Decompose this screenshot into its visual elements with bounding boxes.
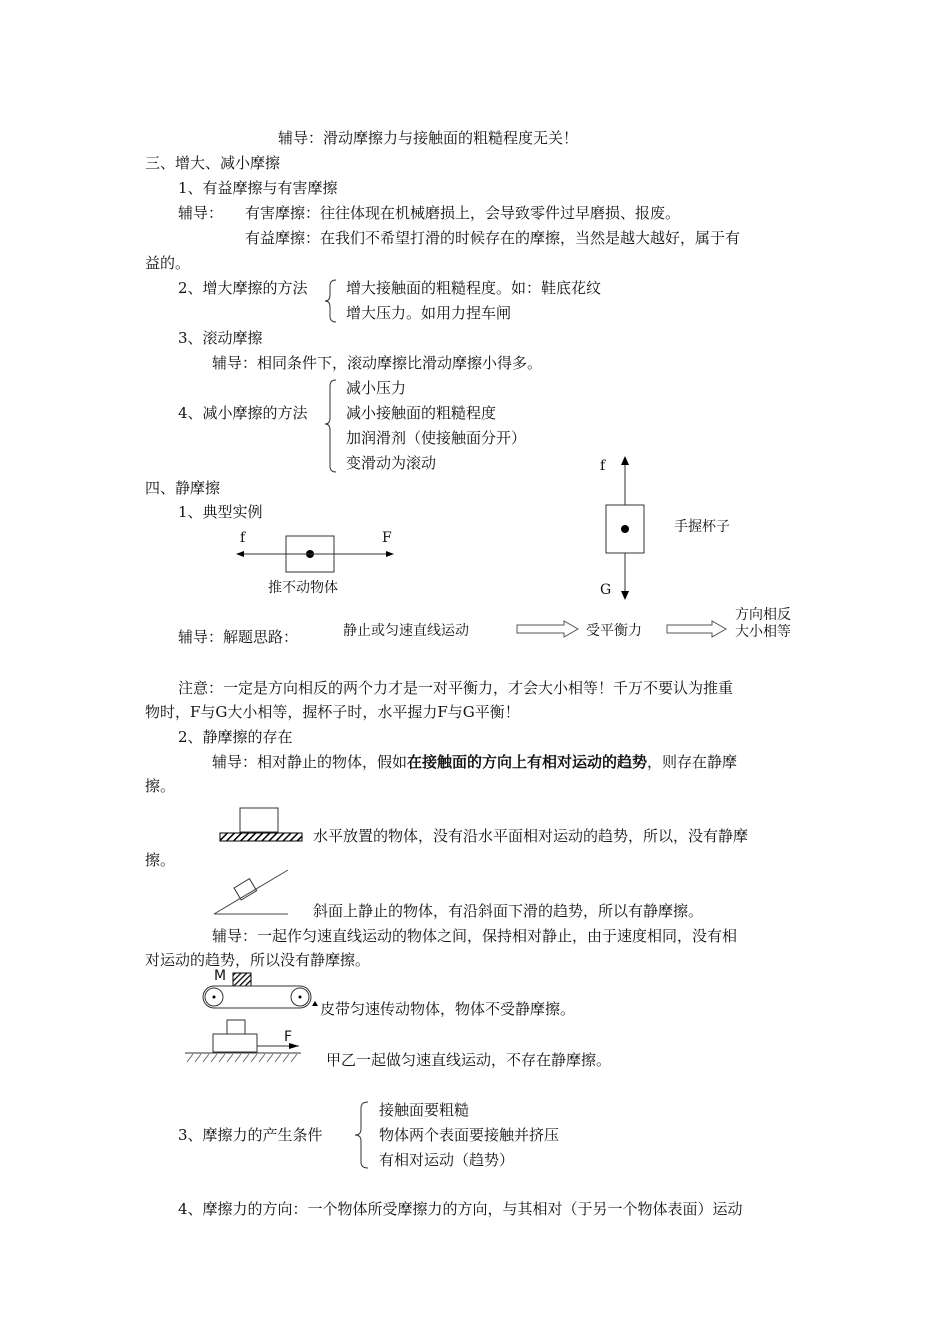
uniform-motion-note-cont: 对运动的趋势，所以没有静摩擦。 bbox=[145, 951, 371, 969]
belt-text: 皮带匀速传动物体，物体不受静摩擦。 bbox=[320, 1000, 576, 1018]
brace-icon bbox=[322, 278, 342, 324]
existence-note-part1 bbox=[212, 752, 737, 772]
attention-text-2: 物时，F与G大小相等，握杯子时，水平握力F与G平衡！ bbox=[145, 703, 520, 721]
condition-1: 接触面要粗糙 bbox=[379, 1101, 470, 1119]
push-f-label: f bbox=[240, 530, 246, 546]
hollow-arrow-icon bbox=[516, 620, 580, 638]
increase-method-1: 增大接触面的粗糙程度。如：鞋底花纹 bbox=[346, 279, 602, 297]
friction-conditions-heading: 3、摩擦力的产生条件 bbox=[178, 1126, 323, 1144]
section-4-heading: 四、静摩擦 bbox=[145, 479, 221, 497]
existence-note-bold: 在接触面的方向上有相对运动的趋势 bbox=[407, 753, 648, 771]
push-object-diagram bbox=[230, 530, 400, 580]
attention-text-1: 注意：一定是方向相反的两个力才是一对平衡力，才会大小相等！千万不要认为推重 bbox=[178, 679, 734, 697]
cup-G-label: G bbox=[600, 582, 612, 598]
beneficial-friction-cont: 益的。 bbox=[145, 254, 191, 272]
flow-step-3b: 大小相等 bbox=[735, 624, 791, 640]
stack-F-label: F bbox=[284, 1029, 293, 1045]
decrease-method-4: 变滑动为滚动 bbox=[346, 454, 437, 472]
friction-direction-text: 4、摩擦力的方向：一个物体所受摩擦力的方向，与其相对（于另一个物体表面）运动 bbox=[178, 1200, 743, 1218]
note-sliding-friction: 辅导：滑动摩擦力与接触面的粗糙程度无关！ bbox=[278, 129, 579, 147]
cup-caption: 手握杯子 bbox=[674, 519, 730, 535]
typical-examples-heading: 1、典型实例 bbox=[178, 503, 263, 521]
horizontal-object-diagram bbox=[218, 806, 304, 844]
solution-approach-label: 辅导：解题思路： bbox=[178, 628, 299, 646]
rolling-friction-heading: 3、滚动摩擦 bbox=[178, 329, 263, 347]
decrease-method-3: 加润滑剂（使接触面分开） bbox=[346, 429, 527, 447]
stacked-blocks-text: 甲乙一起做匀速直线运动，不存在静摩擦。 bbox=[326, 1051, 612, 1069]
push-F-label: F bbox=[382, 530, 392, 546]
flow-step-1: 静止或匀速直线运动 bbox=[343, 623, 469, 639]
brace-icon bbox=[352, 1100, 374, 1170]
uniform-motion-note: 辅导：一起作匀速直线运动的物体之间，保持相对静止，由于速度相同，没有相 bbox=[212, 927, 738, 945]
tutor-label: 辅导： bbox=[178, 204, 224, 222]
flow-step-2: 受平衡力 bbox=[586, 623, 642, 639]
existence-note-c: ，则存在静摩 bbox=[647, 753, 738, 771]
horizontal-object-cont: 擦。 bbox=[145, 851, 176, 869]
hollow-arrow-icon bbox=[666, 620, 728, 638]
incline-diagram bbox=[212, 868, 292, 918]
beneficial-friction-text: 有益摩擦：在我们不希望打滑的时候存在的摩擦，当然是越大越好，属于有 bbox=[245, 229, 741, 247]
section-3-heading: 三、增大、减小摩擦 bbox=[145, 154, 281, 172]
condition-3: 有相对运动（趋势） bbox=[379, 1151, 515, 1169]
belt-M-label: M bbox=[214, 968, 227, 984]
decrease-method-2: 减小接触面的粗糙程度 bbox=[346, 404, 497, 422]
brace-icon bbox=[322, 378, 342, 474]
cup-f-label: f bbox=[600, 458, 606, 474]
incline-text: 斜面上静止的物体，有沿斜面下滑的趋势，所以有静摩擦。 bbox=[313, 902, 704, 920]
existence-note-a: 辅导：相对静止的物体，假如 bbox=[212, 753, 408, 771]
increase-method-2: 增大压力。如用力捏车闸 bbox=[346, 304, 512, 322]
increase-friction-heading: 2、增大摩擦的方法 bbox=[178, 279, 308, 297]
decrease-friction-heading: 4、减小摩擦的方法 bbox=[178, 404, 308, 422]
push-caption: 推不动物体 bbox=[268, 580, 338, 596]
subheading-beneficial-harmful: 1、有益摩擦与有害摩擦 bbox=[178, 179, 338, 197]
decrease-method-1: 减小压力 bbox=[346, 379, 407, 397]
rolling-friction-note: 辅导：相同条件下，滚动摩擦比滑动摩擦小得多。 bbox=[212, 354, 543, 372]
condition-2: 物体两个表面要接触并挤压 bbox=[379, 1126, 560, 1144]
existence-note-cont: 擦。 bbox=[145, 777, 176, 795]
harmful-friction-text: 有害摩擦：往往体现在机械磨损上，会导致零件过早磨损、报废。 bbox=[245, 204, 681, 222]
flow-step-3a: 方向相反 bbox=[735, 607, 791, 623]
horizontal-object-text: 水平放置的物体，没有沿水平面相对运动的趋势，所以，没有静摩 bbox=[313, 827, 749, 845]
static-friction-existence-heading: 2、静摩擦的存在 bbox=[178, 728, 293, 746]
